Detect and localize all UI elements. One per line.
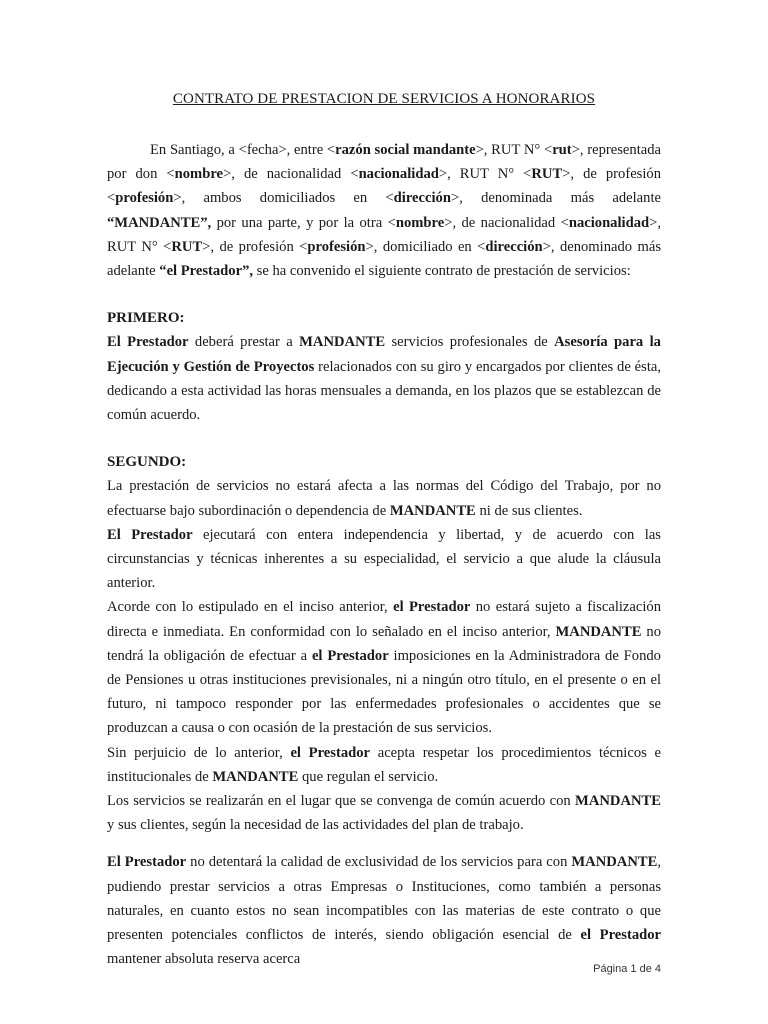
intro-paragraph: En Santiago, a <fecha>, entre <razón social mandante>, RUT N° <rut>, representada por don <nombre>, de nacionalidad <nacionalidad>, RUT N° <RUT>, de profesión <profesión>, ambos domiciliados en <dirección>, denominada más adelante “MANDANTE”, por una parte, y por la otra <nombre>, de nacionalidad <nacionalidad>, RUT N° <RUT>, de profesión <profesión>, domiciliado en <dirección>, denominado más adelante “el Prestador”, se ha convenido el siguiente contrato de prestación de servicios: bbox=[107, 142, 662, 280]
document-body bbox=[107, 138, 661, 972]
segundo-paragraph-4: Sin perjuicio de lo anterior, el Prestador acepta respetar los procedimientos técnicos e institucionales de MANDANTE que regulan el servicio. bbox=[107, 744, 661, 785]
document-title: CONTRATO DE PRESTACION DE SERVICIOS A HONORARIOS bbox=[172, 91, 596, 107]
page-number: Página 1 de 4 bbox=[593, 963, 661, 975]
primero-paragraph: El Prestador deberá prestar a MANDANTE servicios profesionales de Asesoría para la Ejecución y Gestión de Proyectos relacionados con su giro y encargados por clientes de ésta, dedicando a esta actividad las horas mensuales a demanda, en los plazos que se establezcan de común acuerdo. bbox=[107, 334, 661, 424]
segundo-paragraph-2: El Prestador ejecutará con entera independencia y libertad, y de acuerdo con las circunstancias y técnicas inherentes a su especialidad, el servicio a que alude la cláusula anterior. bbox=[107, 526, 661, 592]
segundo-paragraph-3: Acorde con lo estipulado en el inciso anterior, el Prestador no estará sujeto a fiscalización directa e inmediata. En conformidad con lo señalado en el inciso anterior, MANDANTE no tendrá la obligación de efectuar a el Prestador imposiciones en la Administradora de Fondo de Pensiones u otras instituciones previsionales, ni a ningún otro título, en el presente o en el futuro, ni tampoco responder por las enfermedades profesionales o accidentes que se produzcan a causa o con ocasión de la prestación de sus servicios. bbox=[107, 599, 662, 737]
segundo-paragraph-1: La prestación de servicios no estará afecta a las normas del Código del Trabajo, por no efectuarse bajo subordinación o dependencia de MANDANTE ni de sus clientes. bbox=[107, 478, 661, 519]
section-heading-primero: PRIMERO: bbox=[107, 310, 185, 327]
section-heading-segundo: SEGUNDO: bbox=[107, 454, 187, 471]
segundo-paragraph-5: Los servicios se realizarán en el lugar que se convenga de común acuerdo con MANDANTE y sus clientes, según la necesidad de las actividades del plan de trabajo. bbox=[107, 793, 661, 834]
segundo-paragraph-6: El Prestador no detentará la calidad de exclusividad de los servicios para con MANDANTE, pudiendo prestar servicios a otras Empresas o Instituciones, como también a personas naturales, en cuanto estos no sean incompatibles con las materias de este contrato o que presenten potenciales conflictos de interés, siendo obligación esencial de el Prestador mantener absoluta reserva acerca bbox=[107, 854, 662, 968]
